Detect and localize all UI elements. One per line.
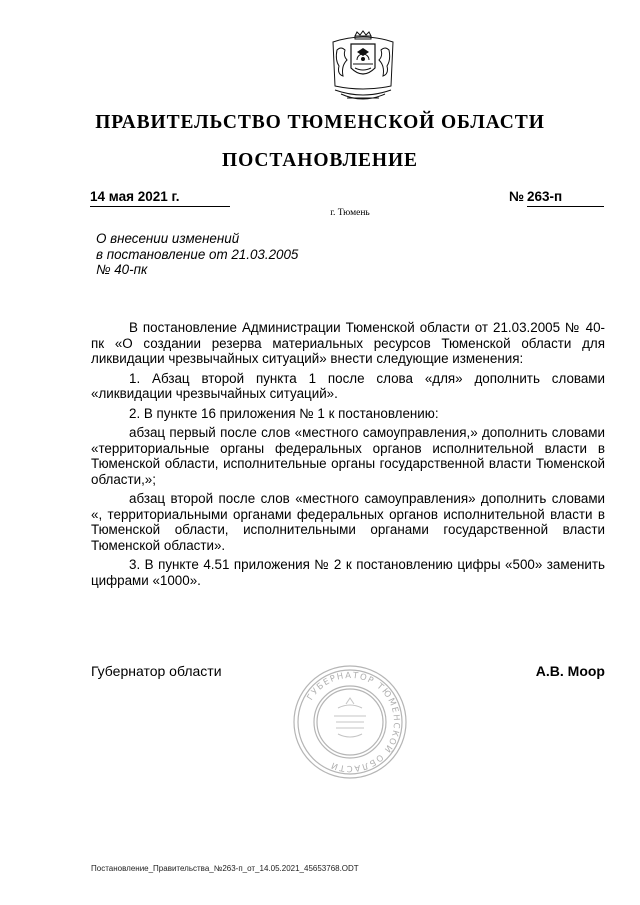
document-body bbox=[91, 320, 605, 592]
document-date: 14 мая 2021 г. bbox=[90, 189, 230, 207]
body-paragraph: абзац первый после слов «местного самоуправления,» дополнить словами «территориальные органы федеральных органов исполнительной власти в Тюменской области, исполнительные органы государственной власти Тюменской области,»; bbox=[91, 425, 605, 487]
coat-of-arms-emblem bbox=[327, 30, 399, 108]
signer-name: А.В. Моор bbox=[535, 663, 605, 679]
body-paragraph: 2. В пункте 16 приложения № 1 к постановлению: bbox=[129, 405, 439, 421]
subject-line: О внесении изменений bbox=[96, 231, 240, 246]
official-seal-stamp bbox=[290, 662, 410, 782]
svg-text:ГУБЕРНАТОР ТЮМЕНСКОЙ ОБЛАСТИ: ГУБЕРНАТОР ТЮМЕНСКОЙ ОБЛАСТИ bbox=[305, 670, 402, 774]
document-number: 263-п bbox=[527, 189, 604, 207]
document-subject bbox=[96, 231, 356, 278]
number-sign: № bbox=[509, 189, 525, 204]
signer-position: Губернатор области bbox=[91, 663, 222, 679]
body-paragraph: В постановление Администрации Тюменской области от 21.03.2005 № 40-пк «О создании резерва материальных ресурсов Тюменской области для ликвидации чрезвычайных ситуаций» внести следующие изменения: bbox=[91, 320, 605, 366]
body-paragraph: 1. Абзац второй пункта 1 после слова «для» дополнить словами «ликвидации чрезвычайных ситуаций». bbox=[91, 370, 605, 401]
government-title: ПРАВИТЕЛЬСТВО ТЮМЕНСКОЙ ОБЛАСТИ bbox=[95, 112, 545, 133]
body-paragraph: 3. В пункте 4.51 приложения № 2 к постановлению цифры «500» заменить цифрами «1000». bbox=[91, 557, 605, 588]
document-type-title: ПОСТАНОВЛЕНИЕ bbox=[222, 150, 418, 171]
body-paragraph: абзац второй после слов «местного самоуправления» дополнить словами «, территориальными органами федеральных органов исполнительной власти в Тюменской области, исполнительными органами государственной власти Тюменской области». bbox=[91, 491, 605, 553]
file-name-footer: Постановление_Правительства_№263-п_от_14.05.2021_45653768.ODT bbox=[91, 864, 359, 873]
subject-line: № 40-пк bbox=[96, 262, 148, 277]
subject-line: в постановление от 21.03.2005 bbox=[96, 246, 299, 262]
city-label: г. Тюмень bbox=[330, 208, 370, 218]
